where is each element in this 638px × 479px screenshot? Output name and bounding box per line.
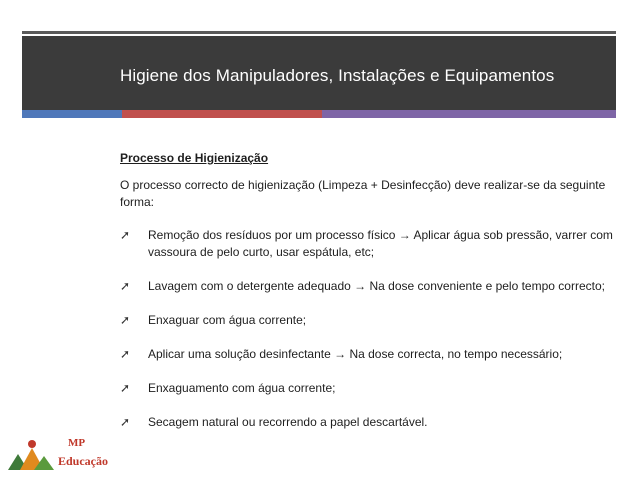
list-item: [120, 227, 620, 261]
list-item-text: Enxaguar com água corrente;: [148, 313, 307, 327]
list-item-text: Aplicar uma solução desinfectante → Na dose correcta, no tempo necessário;: [148, 347, 563, 361]
list-item: [120, 278, 620, 295]
list-item: [120, 380, 620, 397]
arrow-bullet-icon: ➚: [120, 347, 131, 361]
list-item-text: Remoção dos resíduos por um processo físico → Aplicar água sob pressão, varrer com vassoura de pelo curto, usar espátula, etc;: [148, 228, 613, 259]
logo-text: Educação: [58, 454, 109, 468]
intro-paragraph: O processo correcto de higienização (Limpeza + Desinfecção) deve realizar-se da seguinte forma:: [120, 178, 606, 209]
slide-content: [120, 150, 620, 448]
list-item-text: Enxaguamento com água corrente;: [148, 381, 336, 395]
bullet-list: [120, 227, 620, 431]
list-item-text: Lavagem com o detergente adequado → Na dose conveniente e pelo tempo correcto;: [148, 279, 605, 293]
arrow-bullet-icon: ➚: [120, 415, 131, 429]
arrow-bullet-icon: ➚: [120, 381, 131, 395]
list-item: [120, 414, 620, 431]
arrow-bullet-icon: ➚: [120, 313, 131, 327]
accent-stripe-blue: [22, 110, 122, 118]
ministry-logo: [6, 432, 109, 474]
list-item-text: Secagem natural ou recorrendo a papel descartável.: [148, 415, 428, 429]
accent-stripe-purple: [322, 110, 616, 118]
section-title: Processo de Higienização: [120, 151, 269, 165]
list-item: [120, 346, 620, 363]
list-item: [120, 312, 620, 329]
slide-title: Higiene dos Manipuladores, Instalações e Equipamentos: [120, 66, 555, 85]
arrow-bullet-icon: ➚: [120, 228, 131, 242]
title-bar: [22, 36, 616, 110]
arrow-bullet-icon: ➚: [120, 279, 131, 293]
svg-text:MP: MP: [68, 437, 86, 449]
accent-stripe-red: [122, 110, 322, 118]
